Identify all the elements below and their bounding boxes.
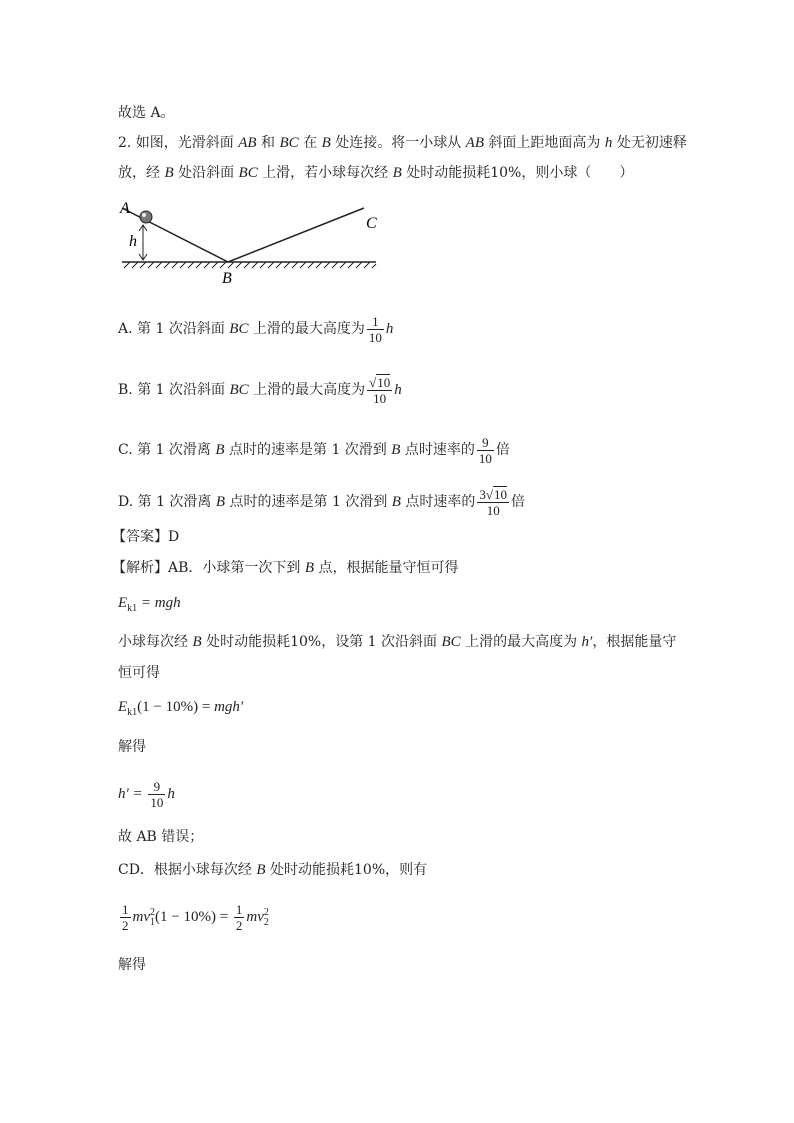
sup-sub xyxy=(264,908,269,928)
var-bc: BC xyxy=(229,321,249,337)
var-bc: BC xyxy=(229,382,249,398)
fraction-half xyxy=(234,902,245,933)
numerator: 1 xyxy=(372,313,379,329)
symbol-mv: mv xyxy=(246,909,264,925)
analysis-line-3: 恒可得 xyxy=(118,665,160,681)
text: 处时动能损耗10%，则有 xyxy=(270,862,428,878)
analysis-line-1 xyxy=(112,558,458,578)
var-h: h xyxy=(394,382,402,398)
conclusion-ab: 故 AB 错误； xyxy=(118,829,204,845)
option-c xyxy=(118,432,510,468)
subscript: k1 xyxy=(127,707,138,718)
text: 斜面上距地面高为 xyxy=(488,135,601,151)
equation-rhs: mgh′ xyxy=(214,699,244,715)
denominator: 10 xyxy=(368,329,382,345)
text: 点时速率的 xyxy=(404,442,475,458)
subscript: k1 xyxy=(127,603,138,614)
text: CD．根据小球每次经 xyxy=(118,862,252,878)
label-c: C xyxy=(366,215,377,232)
fraction-half xyxy=(120,902,131,933)
text: 2. 如图，光滑斜面 xyxy=(118,135,234,151)
text: 上滑的最大高度为 xyxy=(253,382,366,398)
text: 处无初速释 xyxy=(616,135,687,151)
denominator: 10 xyxy=(478,450,492,466)
answer-line xyxy=(112,527,179,547)
text: D. 第 1 次滑离 xyxy=(118,494,212,510)
equation-rhs: = mgh xyxy=(137,595,181,611)
text: 上滑，若小球每次经 xyxy=(262,165,389,181)
text: 处时动能损耗10%，则小球（ ） xyxy=(406,165,634,181)
text: 小球每次经 xyxy=(118,634,188,650)
var-bc: BC xyxy=(238,165,258,181)
subscript: 1 xyxy=(150,916,155,928)
text: 点，根据能量守恒可得 xyxy=(318,560,459,576)
text: B. 第 1 次沿斜面 xyxy=(118,382,225,398)
label-b: B xyxy=(222,270,232,287)
label-a: A xyxy=(120,200,130,217)
text: 处时动能损耗10%，设第 1 次沿斜面 xyxy=(206,634,438,650)
incline-ab xyxy=(122,208,228,262)
equation-4 xyxy=(118,897,269,937)
numerator: 3√10 xyxy=(479,486,508,502)
numerator: √10 xyxy=(369,374,391,390)
text: C. 第 1 次滑离 xyxy=(118,442,211,458)
denominator: 10 xyxy=(150,795,164,811)
numerator: 9 xyxy=(482,434,489,450)
text: 倍 xyxy=(511,494,526,510)
equation-mid: (1 − 10%) = xyxy=(137,699,215,715)
var-h: h xyxy=(167,786,175,802)
analysis-line-4 xyxy=(118,860,427,880)
answer-value: D xyxy=(168,529,180,545)
text: A. 第 1 次沿斜面 xyxy=(118,321,225,337)
equation-1 xyxy=(118,593,181,619)
label-h: h xyxy=(129,233,137,250)
solve-label-2: 解得 xyxy=(118,957,146,973)
question-line-1 xyxy=(118,133,687,153)
solve-label-1: 解得 xyxy=(118,739,146,755)
numerator: 1 xyxy=(122,902,129,918)
var-b: B xyxy=(304,560,315,576)
text: 点时的速率是第 1 次滑到 xyxy=(229,442,387,458)
fraction xyxy=(148,779,165,810)
ball xyxy=(140,211,152,223)
symbol-e: E xyxy=(118,595,128,611)
coefficient: 3 xyxy=(479,486,486,502)
ball-highlight xyxy=(142,213,146,217)
option-d xyxy=(118,484,525,520)
text: 处连接。将一小球从 xyxy=(335,135,462,151)
ground-hatch xyxy=(124,262,376,268)
fraction xyxy=(367,375,392,406)
numerator: 9 xyxy=(153,779,161,795)
radicand: 10 xyxy=(377,374,391,390)
text: 点时的速率是第 1 次滑到 xyxy=(229,494,388,510)
var-b: B xyxy=(192,634,202,650)
denominator: 10 xyxy=(367,390,392,406)
var-bc: BC xyxy=(441,634,461,650)
text: 倍 xyxy=(495,442,510,458)
equation-mid: (1 − 10%) = xyxy=(155,909,232,925)
superscript: 2 xyxy=(263,906,269,918)
denominator: 2 xyxy=(122,918,129,934)
denominator: 10 xyxy=(477,502,509,518)
var-b: B xyxy=(215,494,226,510)
fraction xyxy=(477,487,509,518)
text: AB．小球第一次下到 xyxy=(168,560,301,576)
subscript: 2 xyxy=(263,916,269,928)
option-b xyxy=(118,372,402,408)
superscript: 2 xyxy=(150,906,155,918)
option-a xyxy=(118,312,393,346)
equation-2 xyxy=(118,697,243,723)
var-bc: BC xyxy=(279,135,299,151)
text: 放，经 xyxy=(118,165,160,181)
var-b: B xyxy=(391,442,401,458)
var-b: B xyxy=(321,135,331,151)
var-b: B xyxy=(164,165,174,181)
intro-text: 故选 A。 xyxy=(118,105,175,121)
text: 处沿斜面 xyxy=(178,165,235,181)
incline-figure xyxy=(112,196,392,288)
var-h-prime: h′ xyxy=(581,634,593,650)
text: ，根据能量守 xyxy=(592,634,677,650)
incline-bc xyxy=(228,208,364,262)
text: 和 xyxy=(261,135,276,151)
text: 点时速率的 xyxy=(405,494,476,510)
numerator: 1 xyxy=(235,902,243,918)
var-b: B xyxy=(256,862,266,878)
var-ab: AB xyxy=(238,135,257,151)
analysis-label: 【解析】 xyxy=(112,560,168,576)
equation-3 xyxy=(118,776,175,812)
var-b: B xyxy=(391,494,401,510)
symbol-mv: mv xyxy=(132,909,150,925)
radicand: 10 xyxy=(494,486,508,502)
var-b: B xyxy=(215,442,225,458)
denominator: 2 xyxy=(235,918,243,934)
var-h: h xyxy=(385,321,394,337)
question-line-2 xyxy=(118,163,633,183)
var-ab: AB xyxy=(465,135,484,151)
fraction xyxy=(477,435,494,466)
text: 在 xyxy=(303,135,318,151)
var-b: B xyxy=(392,165,402,181)
symbol-e: E xyxy=(118,699,128,715)
text: 上滑的最大高度为 xyxy=(252,321,365,337)
equation-lhs: h′ = xyxy=(118,786,147,802)
answer-label: 【答案】 xyxy=(112,529,168,545)
fraction xyxy=(367,314,384,345)
text: 上滑的最大高度为 xyxy=(465,634,578,650)
var-h: h xyxy=(604,135,613,151)
analysis-line-2 xyxy=(118,632,676,652)
